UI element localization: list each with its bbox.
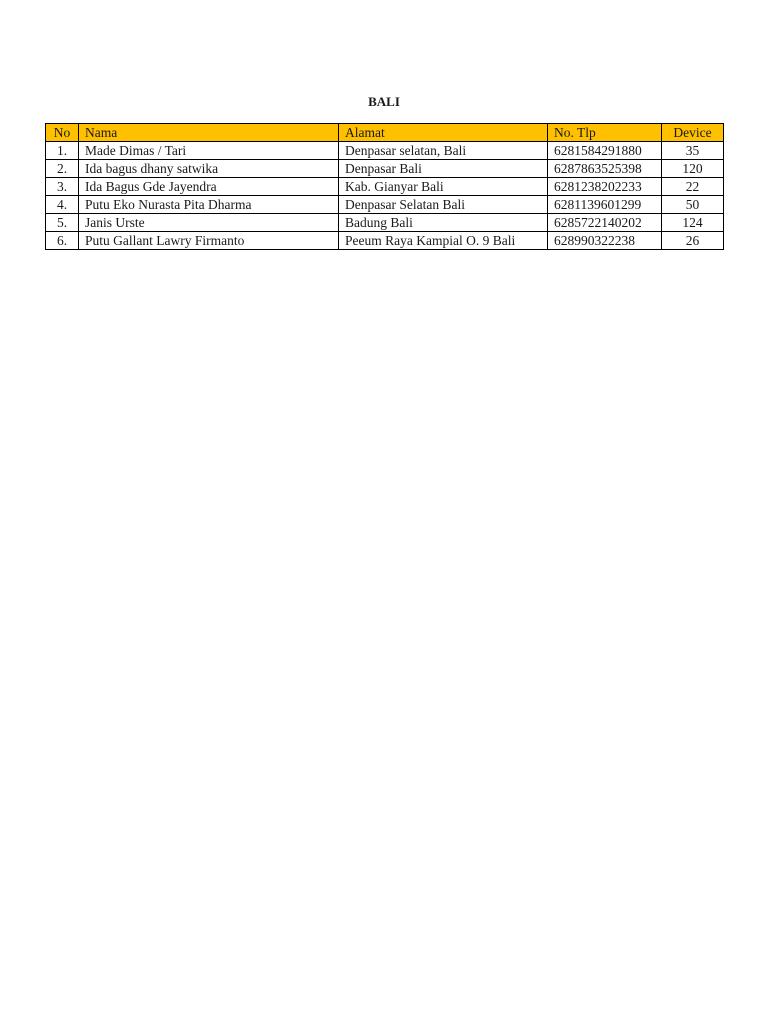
cell-device: 120 <box>662 160 724 178</box>
page-title: BALI <box>368 94 400 109</box>
cell-nama: Janis Urste <box>79 214 339 232</box>
cell-nama: Putu Eko Nurasta Pita Dharma <box>79 196 339 214</box>
cell-device: 35 <box>662 142 724 160</box>
header-alamat: Alamat <box>339 124 548 142</box>
cell-tlp: 6285722140202 <box>548 214 662 232</box>
header-tlp: No. Tlp <box>548 124 662 142</box>
cell-nama: Ida bagus dhany satwika <box>79 160 339 178</box>
cell-alamat: Peeum Raya Kampial O. 9 Bali <box>339 232 548 250</box>
cell-alamat: Badung Bali <box>339 214 548 232</box>
cell-nama: Ida Bagus Gde Jayendra <box>79 178 339 196</box>
table-row <box>46 214 724 232</box>
cell-device: 124 <box>662 214 724 232</box>
cell-tlp: 6281139601299 <box>548 196 662 214</box>
cell-device: 22 <box>662 178 724 196</box>
table-row <box>46 160 724 178</box>
cell-tlp: 6287863525398 <box>548 160 662 178</box>
header-device: Device <box>662 124 724 142</box>
cell-alamat: Kab. Gianyar Bali <box>339 178 548 196</box>
table-row <box>46 196 724 214</box>
cell-tlp: 628990322238 <box>548 232 662 250</box>
cell-tlp: 6281584291880 <box>548 142 662 160</box>
cell-no: 4. <box>46 196 79 214</box>
table-row <box>46 178 724 196</box>
header-row <box>46 124 724 142</box>
cell-nama: Made Dimas / Tari <box>79 142 339 160</box>
cell-no: 6. <box>46 232 79 250</box>
cell-tlp: 6281238202233 <box>548 178 662 196</box>
cell-alamat: Denpasar Selatan Bali <box>339 196 548 214</box>
cell-alamat: Denpasar Bali <box>339 160 548 178</box>
table-row <box>46 142 724 160</box>
cell-no: 5. <box>46 214 79 232</box>
header-nama: Nama <box>79 124 339 142</box>
contacts-table <box>45 123 724 250</box>
cell-no: 1. <box>46 142 79 160</box>
cell-device: 50 <box>662 196 724 214</box>
cell-no: 2. <box>46 160 79 178</box>
header-no: No <box>46 124 79 142</box>
cell-alamat: Denpasar selatan, Bali <box>339 142 548 160</box>
table-row <box>46 232 724 250</box>
cell-nama: Putu Gallant Lawry Firmanto <box>79 232 339 250</box>
cell-no: 3. <box>46 178 79 196</box>
cell-device: 26 <box>662 232 724 250</box>
